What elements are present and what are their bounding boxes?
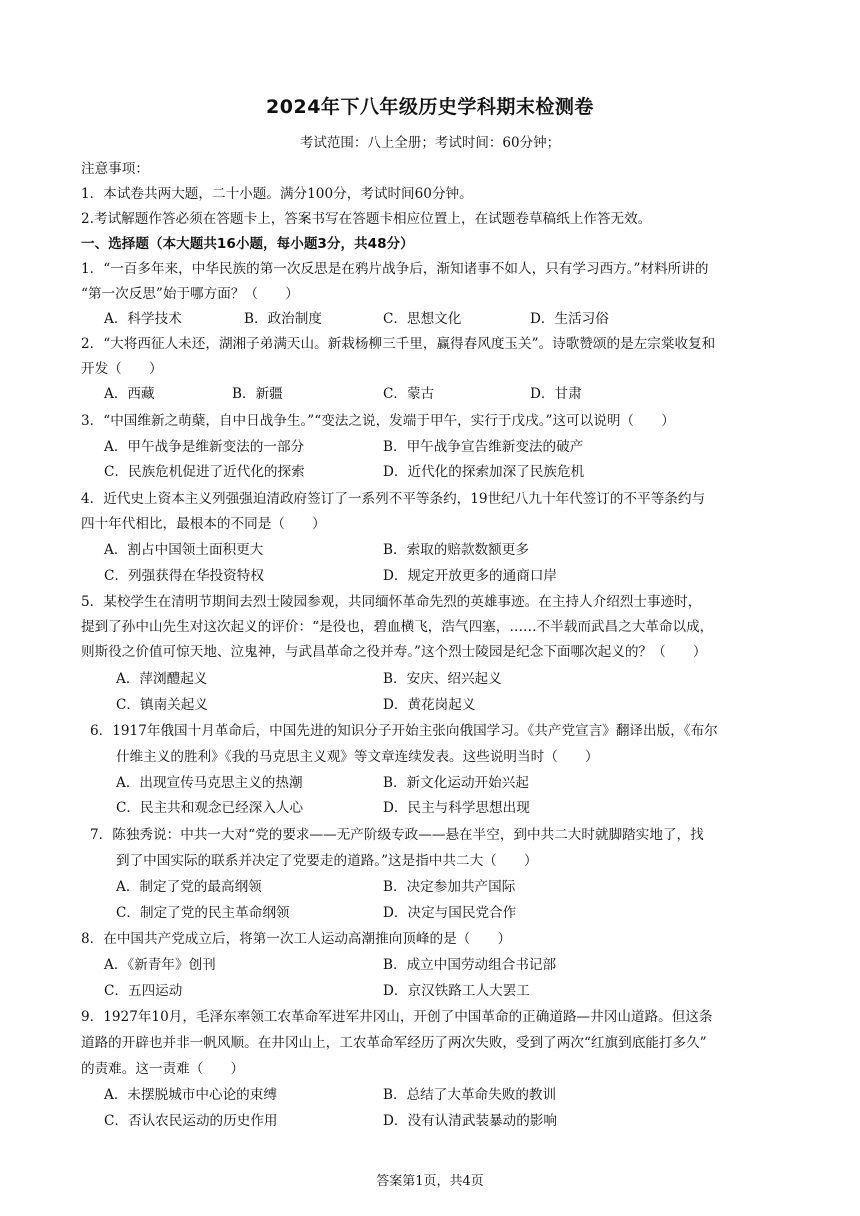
option-b: B．安庆、绍兴起义 [383, 671, 502, 687]
option-b: B．甲午战争宣告维新变法的破产 [383, 439, 584, 455]
option-c: C．民族危机促进了近代化的探索 [104, 464, 305, 480]
option-a: A．制定了党的最高纲领 [116, 879, 262, 895]
option-a: A．割占中国领土面积更大 [104, 542, 264, 558]
option-d: D．京汉铁路工人大罢工 [383, 983, 530, 999]
exam-info: 考试范围：八上全册；考试时间：60分钟； [299, 135, 561, 151]
option-d: D．黄花岗起义 [383, 697, 476, 713]
option-a: A．甲午战争是维新变法的一部分 [104, 439, 305, 455]
question-text: 9．1927年10月，毛泽东率领工农革命军进军井冈山，开创了中国革命的正确道路—井冈山道路。但这条 [81, 1009, 713, 1025]
option-b: B．成立中国劳动组合书记部 [383, 957, 557, 973]
question-text: 道路的开辟也并非一帆风顺。在井冈山上，工农革命军经历了两次失败，受到了两次“红旗到底能打多久” [81, 1035, 707, 1051]
question-text: 7．陈独秀说：中共一大对“党的要求——无产阶级专政——悬在半空，到中共二大时就脚踏实地了，找 [90, 827, 704, 843]
note-item: 1．本试卷共两大题，二十小题。满分100分，考试时间60分钟。 [81, 186, 473, 202]
option-b: B．决定参加共产国际 [383, 879, 516, 895]
option-c: C．五四运动 [104, 983, 183, 999]
question-text: 开发（ ） [81, 361, 163, 377]
option-b: B．索取的赔款数额更多 [383, 542, 529, 558]
option-d: D．规定开放更多的通商口岸 [383, 568, 558, 584]
option-c: C．思想文化 [383, 311, 462, 327]
option-a: A．《新青年》创刊 [104, 957, 216, 973]
option-d: D．甘肃 [530, 386, 582, 402]
option-b: B．总结了大革命失败的教训 [383, 1087, 557, 1103]
question-text: 提到了孙中山先生对这次起义的评价：“是役也，碧血横飞，浩气四塞，……不半载而武昌之大革命以成， [81, 619, 714, 635]
option-d: D．近代化的探索加深了民族危机 [383, 464, 585, 480]
question-text: 四十年代相比，最根本的不同是（ ） [81, 516, 326, 532]
notes-heading: 注意事项： [81, 161, 149, 177]
question-text: 1．“一百多年来，中华民族的第一次反思是在鸦片战争后，渐知诸事不如人，只有学习西方。”材料所讲的 [81, 261, 709, 277]
question-text: 8．在中国共产党成立后，将第一次工人运动高潮推向顶峰的是（ ） [81, 931, 512, 947]
section-heading: 一、选择题（本大题共16小题，每小题3分，共48分） [81, 236, 414, 252]
question-text: 2．“大将西征人未还，湖湘子弟满天山。新栽杨柳三千里，赢得春风度玉关”。诗歌赞颂的是左宗棠收复和 [81, 336, 716, 352]
page-title: 2024年下八年级历史学科期末检测卷 [266, 96, 594, 118]
option-a: A．未摆脱城市中心论的束缚 [104, 1087, 277, 1103]
option-d: D．生活习俗 [530, 311, 609, 327]
page-footer: 答案第1页，共4页 [376, 1174, 484, 1189]
option-a: A．出现宣传马克思主义的热潮 [116, 775, 303, 791]
option-a: A．萍浏醴起义 [116, 671, 208, 687]
question-text: “第一次反思”始于哪方面？（ ） [81, 286, 299, 302]
option-c: C．列强获得在华投资特权 [104, 568, 264, 584]
option-b: B．新疆 [232, 386, 283, 402]
question-text: 什维主义的胜利》《我的马克思主义观》等文章连续发表。这些说明当时（ ） [116, 749, 599, 765]
option-c: C．蒙古 [383, 386, 435, 402]
option-c: C．否认农民运动的历史作用 [104, 1113, 278, 1129]
question-text: 4．近代史上资本主义列强强迫清政府签订了一系列不平等条约，19世纪八九十年代签订的不平等条约与 [81, 491, 706, 507]
question-text: 到了中国实际的联系并决定了党要走的道路。”这是指中共二大（ ） [116, 853, 538, 869]
option-a: A．科学技术 [104, 311, 182, 327]
question-text: 3．“中国维新之萌蘖，自中日战争生。”“变法之说，发端于甲午，实行于戊戌。”这可以说明（ ） [81, 413, 675, 429]
option-d: D．没有认清武装暴动的影响 [383, 1113, 558, 1129]
option-c: C．镇南关起义 [116, 697, 208, 713]
question-text: 则斯役之价值可惊天地、泣鬼神，与武昌革命之役并寿。”这个烈士陵园是纪念下面哪次起义的？（ ） [81, 644, 707, 660]
option-a: A．西藏 [104, 386, 155, 402]
option-c: C．制定了党的民主革命纲领 [116, 905, 290, 921]
note-item: 2.考试解题作答必须在答题卡上，答案书写在答题卡相应位置上，在试题卷草稿纸上作答无效。 [81, 211, 652, 227]
option-c: C．民主共和观念已经深入人心 [116, 800, 304, 816]
question-text: 5．某校学生在清明节期间去烈士陵园参观，共同缅怀革命先烈的英雄事迹。在主持人介绍烈士事迹时， [81, 594, 702, 610]
question-text: 6．1917年俄国十月革命后，中国先进的知识分子开始主张向俄国学习。《共产党宣言》翻译出版，《布尔 [90, 723, 718, 739]
option-d: D．民主与科学思想出现 [383, 800, 530, 816]
option-b: B．政治制度 [244, 311, 322, 327]
question-text: 的责难。这一责难（ ） [81, 1061, 245, 1077]
option-d: D．决定与国民党合作 [383, 905, 517, 921]
option-b: B．新文化运动开始兴起 [383, 775, 529, 791]
